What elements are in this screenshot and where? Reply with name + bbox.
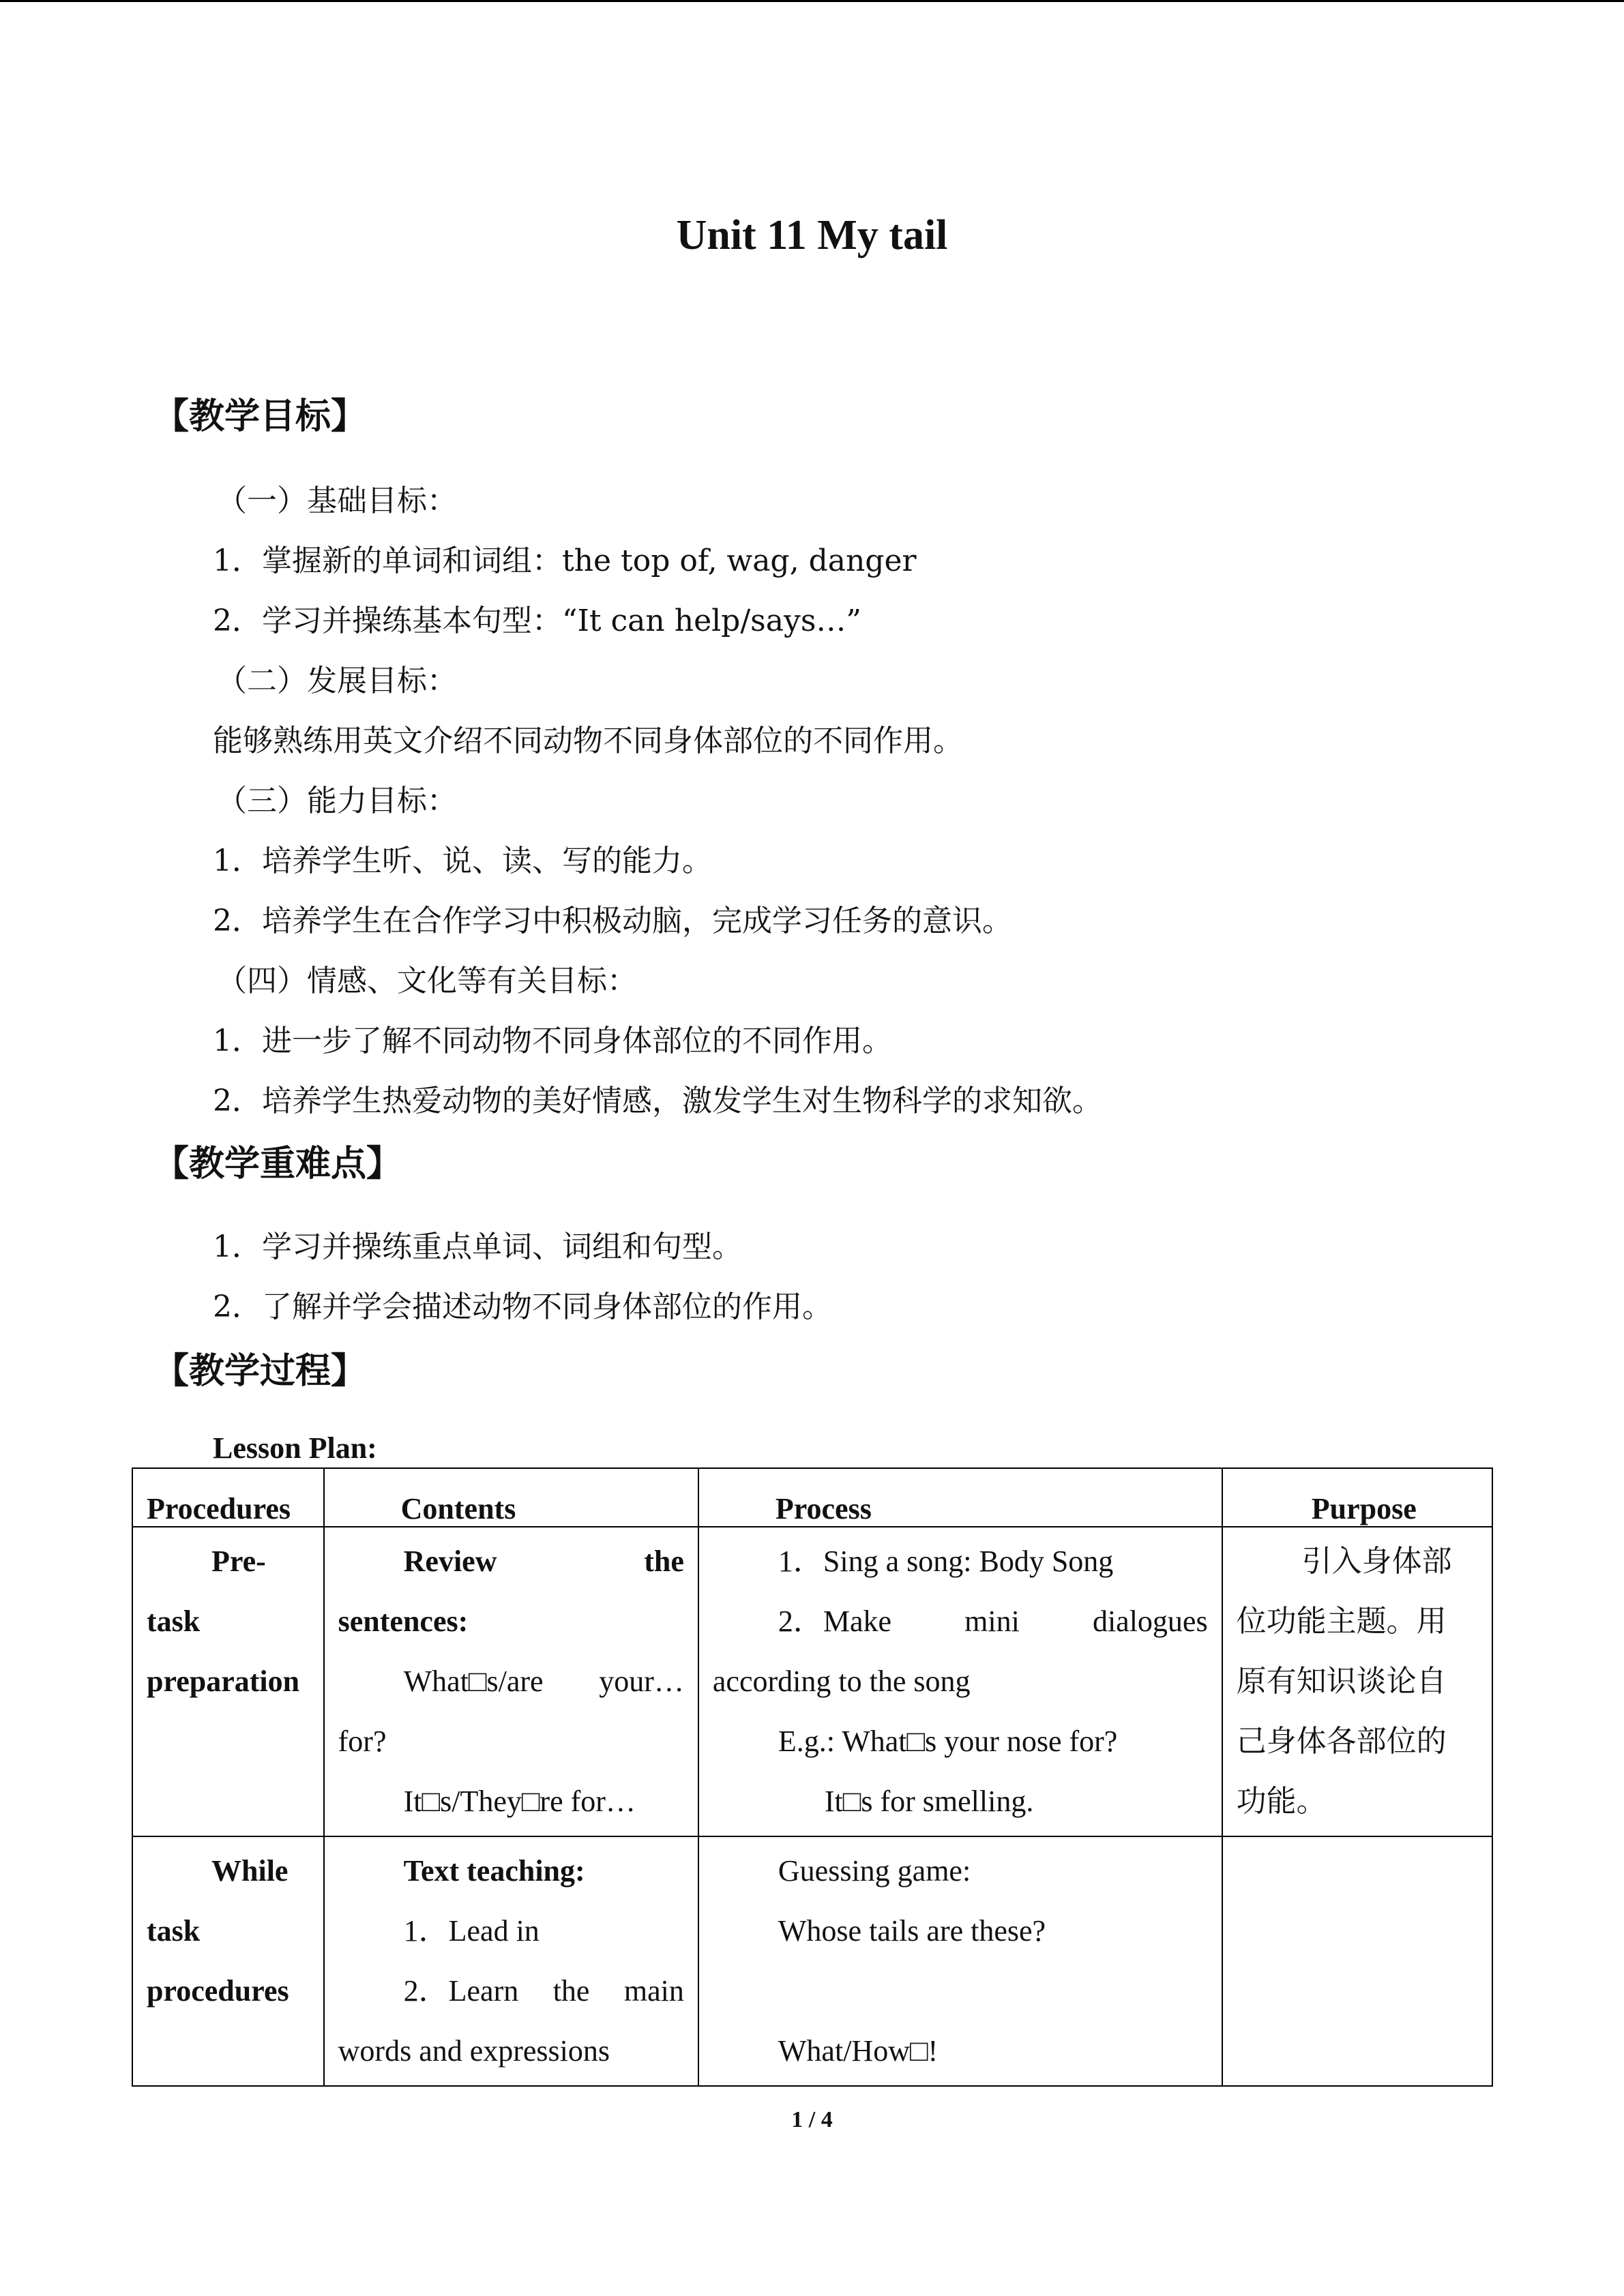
process-blank-line bbox=[713, 1961, 1208, 2021]
process-line: according to the song bbox=[712, 1665, 971, 1698]
objective-line: 能够熟练用英文介绍不同动物不同身体部位的不同作用。 bbox=[213, 724, 963, 758]
key-point-line: 1．学习并操练重点单词、词组和句型。 bbox=[213, 1229, 742, 1264]
contents-word: main bbox=[623, 1974, 684, 2008]
procedure-text: task bbox=[147, 1605, 201, 1638]
contents-line: 1．Lead in bbox=[403, 1914, 540, 1948]
process-cell bbox=[698, 1527, 1222, 1836]
procedure-text: Pre- bbox=[211, 1545, 266, 1578]
procedure-text: preparation bbox=[147, 1665, 300, 1698]
contents-word: What□s/are bbox=[403, 1665, 544, 1698]
objective-line: （一）基础目标： bbox=[217, 483, 457, 518]
objective-line: 2．学习并操练基本句型：“It can help/says…” bbox=[213, 603, 861, 638]
objective-line: （二）发展目标： bbox=[217, 664, 457, 698]
objective-line: （四）情感、文化等有关目标： bbox=[217, 964, 637, 998]
lesson-plan-label: Lesson Plan: bbox=[213, 1431, 377, 1465]
objective-line: 1．掌握新的单词和词组：the top of, wag, danger bbox=[213, 543, 917, 578]
header-procedures: Procedures bbox=[132, 1468, 324, 1527]
procedure-text: procedures bbox=[147, 1974, 289, 2008]
contents-cell bbox=[324, 1527, 698, 1836]
contents-word: your… bbox=[599, 1665, 684, 1698]
purpose-line: 己身体各部位的 bbox=[1236, 1724, 1447, 1759]
process-line: What/How□! bbox=[778, 2034, 939, 2068]
process-line: 1．Sing a song: Body Song bbox=[778, 1545, 1114, 1578]
process-cell bbox=[698, 1836, 1222, 2086]
process-line: It□s for smelling. bbox=[824, 1785, 1034, 1818]
page-title: Unit 11 My tail bbox=[676, 212, 948, 258]
contents-line: sentences: bbox=[338, 1605, 469, 1638]
objective-line: （三）能力目标： bbox=[217, 784, 457, 818]
lesson-plan-table bbox=[132, 1467, 1493, 2087]
section-heading-objectives: 【教学目标】 bbox=[153, 396, 367, 437]
contents-word: the bbox=[552, 1974, 590, 2008]
procedure-text: task bbox=[147, 1914, 201, 1948]
contents-word: 2．Learn bbox=[403, 1974, 519, 2008]
section-heading-key-points: 【教学重难点】 bbox=[153, 1144, 402, 1184]
page-top-border bbox=[0, 0, 1624, 2]
objective-line: 1．进一步了解不同动物不同身体部位的不同作用。 bbox=[213, 1024, 892, 1058]
purpose-line: 位功能主题。用 bbox=[1236, 1604, 1447, 1639]
objective-line: 2．培养学生在合作学习中积极动脑，完成学习任务的意识。 bbox=[213, 904, 1012, 938]
page-number: 1 / 4 bbox=[791, 2107, 833, 2132]
table-row bbox=[132, 1836, 1492, 2086]
process-line: E.g.: What□s your nose for? bbox=[778, 1725, 1118, 1758]
contents-line: It□s/They□re for… bbox=[403, 1785, 636, 1818]
objective-line: 1．培养学生听、说、读、写的能力。 bbox=[213, 844, 712, 878]
key-point-line: 2．了解并学会描述动物不同身体部位的作用。 bbox=[213, 1289, 832, 1324]
procedure-cell bbox=[132, 1527, 324, 1836]
header-contents: Contents bbox=[324, 1468, 698, 1527]
table-header-row bbox=[132, 1468, 1492, 1527]
contents-line: Text teaching: bbox=[403, 1854, 585, 1888]
process-word: 2．Make bbox=[778, 1605, 892, 1638]
process-word: dialogues bbox=[1092, 1605, 1208, 1638]
process-line: Whose tails are these? bbox=[778, 1914, 1046, 1948]
header-process: Process bbox=[698, 1468, 1222, 1527]
process-line: Guessing game: bbox=[778, 1854, 971, 1888]
section-heading-process: 【教学过程】 bbox=[153, 1351, 367, 1392]
contents-line: for? bbox=[338, 1725, 387, 1758]
contents-line bbox=[338, 1652, 684, 1712]
procedure-cell bbox=[132, 1836, 324, 2086]
contents-line bbox=[338, 1532, 684, 1592]
contents-cell bbox=[324, 1836, 698, 2086]
table-row bbox=[132, 1527, 1492, 1836]
objective-line: 2．培养学生热爱动物的美好情感，激发学生对生物科学的求知欲。 bbox=[213, 1084, 1102, 1118]
process-line bbox=[713, 1592, 1208, 1652]
contents-word: the bbox=[644, 1545, 684, 1578]
purpose-cell bbox=[1222, 1836, 1492, 2086]
purpose-cell bbox=[1222, 1527, 1492, 1836]
contents-line: words and expressions bbox=[338, 2034, 610, 2068]
procedure-text: While bbox=[211, 1854, 289, 1888]
contents-line bbox=[338, 1961, 684, 2021]
process-word: mini bbox=[964, 1605, 1020, 1638]
contents-word: Review bbox=[403, 1545, 497, 1578]
purpose-line: 功能。 bbox=[1236, 1784, 1327, 1819]
purpose-line: 原有知识谈论自 bbox=[1236, 1664, 1447, 1699]
purpose-line: 引入身体部 bbox=[1301, 1544, 1452, 1579]
header-purpose: Purpose bbox=[1222, 1468, 1492, 1527]
